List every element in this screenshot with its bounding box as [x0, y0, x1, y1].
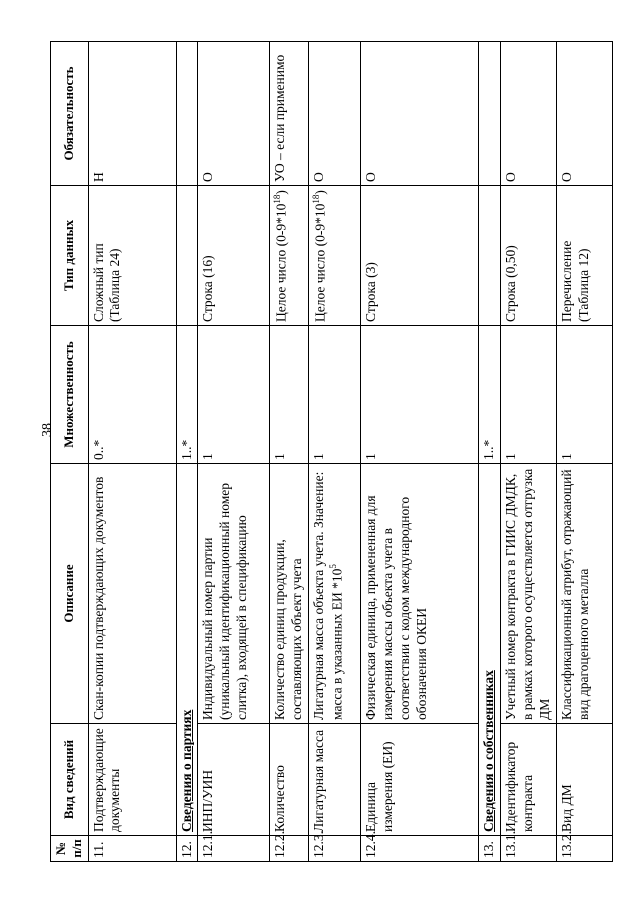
cell-mult: 1 — [361, 326, 479, 464]
type-text: Целое число (0-9*10 — [273, 203, 289, 322]
cell-num: 11. — [88, 836, 176, 862]
cell-num: 12.4. — [361, 836, 479, 862]
type-text-end: ) — [273, 190, 289, 195]
cell-num: 12.2. — [270, 836, 309, 862]
cell-num: 13. — [479, 836, 501, 862]
cell-kind: Подтверждающие документы — [88, 724, 176, 836]
data-table — [50, 41, 613, 862]
table-row — [501, 42, 557, 862]
cell-num: 13.1. — [501, 836, 557, 862]
cell-desc: Классификационный атрибут, отражающий вид драгоценного металла — [556, 464, 612, 724]
cell-mult: 1..* — [176, 326, 198, 464]
table-row — [270, 42, 309, 862]
cell-kind: Лигатурная масса — [309, 724, 361, 836]
section-title: Сведения о собственниках — [479, 464, 501, 836]
cell-kind: Единица измерения (ЕИ) — [361, 724, 479, 836]
cell-kind: Идентификатор контракта — [501, 724, 557, 836]
table-row — [556, 42, 612, 862]
page-number: 38 — [40, 423, 55, 437]
cell-desc: Физическая единица, примененная для измерения массы объекта учета в соответствии с кодом международного обозначения ОКЕИ — [361, 464, 479, 724]
cell-num: 12.3. — [309, 836, 361, 862]
cell-type: Строка (3) — [361, 186, 479, 326]
col-header-req: Обязательность — [51, 42, 89, 186]
cell-type — [479, 186, 501, 326]
cell-num: 13.2. — [556, 836, 612, 862]
cell-req: Н — [88, 42, 176, 186]
section-row — [479, 42, 501, 862]
cell-req: О — [556, 42, 612, 186]
type-exponent: 18 — [311, 194, 322, 204]
section-row — [176, 42, 198, 862]
cell-req — [176, 42, 198, 186]
type-text: Целое число (0-9*10 — [312, 203, 328, 322]
cell-kind: ИНП/УИН — [198, 724, 270, 836]
cell-kind: Вид ДМ — [556, 724, 612, 836]
cell-desc: Учетный номер контракта в ГИИС ДМДК, в рамках которого осуществляется отгрузка ДМ — [501, 464, 557, 724]
table-row — [309, 42, 361, 862]
cell-type: Сложный тип (Таблица 24) — [88, 186, 176, 326]
col-header-desc: Описание — [51, 464, 89, 724]
cell-mult: 1 — [501, 326, 557, 464]
table-row — [198, 42, 270, 862]
type-text-end: ) — [312, 190, 328, 195]
cell-mult: 1 — [309, 326, 361, 464]
cell-req: О — [309, 42, 361, 186]
cell-req: О — [361, 42, 479, 186]
cell-type: Строка (16) — [198, 186, 270, 326]
cell-req: О — [501, 42, 557, 186]
cell-mult: 1 — [556, 326, 612, 464]
section-title: Сведения о партиях — [176, 464, 198, 836]
cell-kind: Количество — [270, 724, 309, 836]
table-row — [88, 42, 176, 862]
cell-mult: 1 — [270, 326, 309, 464]
cell-desc: Скан-копии подтверждающих документов — [88, 464, 176, 724]
cell-type: Перечисление (Таблица 12) — [556, 186, 612, 326]
cell-desc: Количество единиц продукции, составляющих объект учета — [270, 464, 309, 724]
cell-mult: 1..* — [479, 326, 501, 464]
cell-req: О — [198, 42, 270, 186]
desc-text: Лигатурная масса объекта учета. Значение: масса в указанных ЕИ *10 — [311, 471, 345, 720]
type-exponent: 18 — [272, 194, 283, 204]
col-header-type: Тип данных — [51, 186, 89, 326]
cell-req: УО – если применимо — [270, 42, 309, 186]
col-header-mult: Множественность — [51, 326, 89, 464]
col-header-kind: Вид сведений — [51, 724, 89, 836]
rotated-table-container — [50, 42, 610, 862]
cell-desc — [309, 464, 361, 724]
desc-exponent: 5 — [328, 564, 338, 569]
table-row — [361, 42, 479, 862]
cell-type: Строка (0,50) — [501, 186, 557, 326]
cell-type — [309, 186, 361, 326]
table-header-row — [51, 42, 89, 862]
cell-mult: 0..* — [88, 326, 176, 464]
cell-mult: 1 — [198, 326, 270, 464]
cell-type — [176, 186, 198, 326]
cell-type — [270, 186, 309, 326]
cell-desc: Индивидуальный номер партии (уникальный идентификационный номер слитка), входящей в спецификацию — [198, 464, 270, 724]
cell-num: 12. — [176, 836, 198, 862]
cell-num: 12.1. — [198, 836, 270, 862]
cell-req — [479, 42, 501, 186]
col-header-num: № п/п — [51, 836, 89, 862]
